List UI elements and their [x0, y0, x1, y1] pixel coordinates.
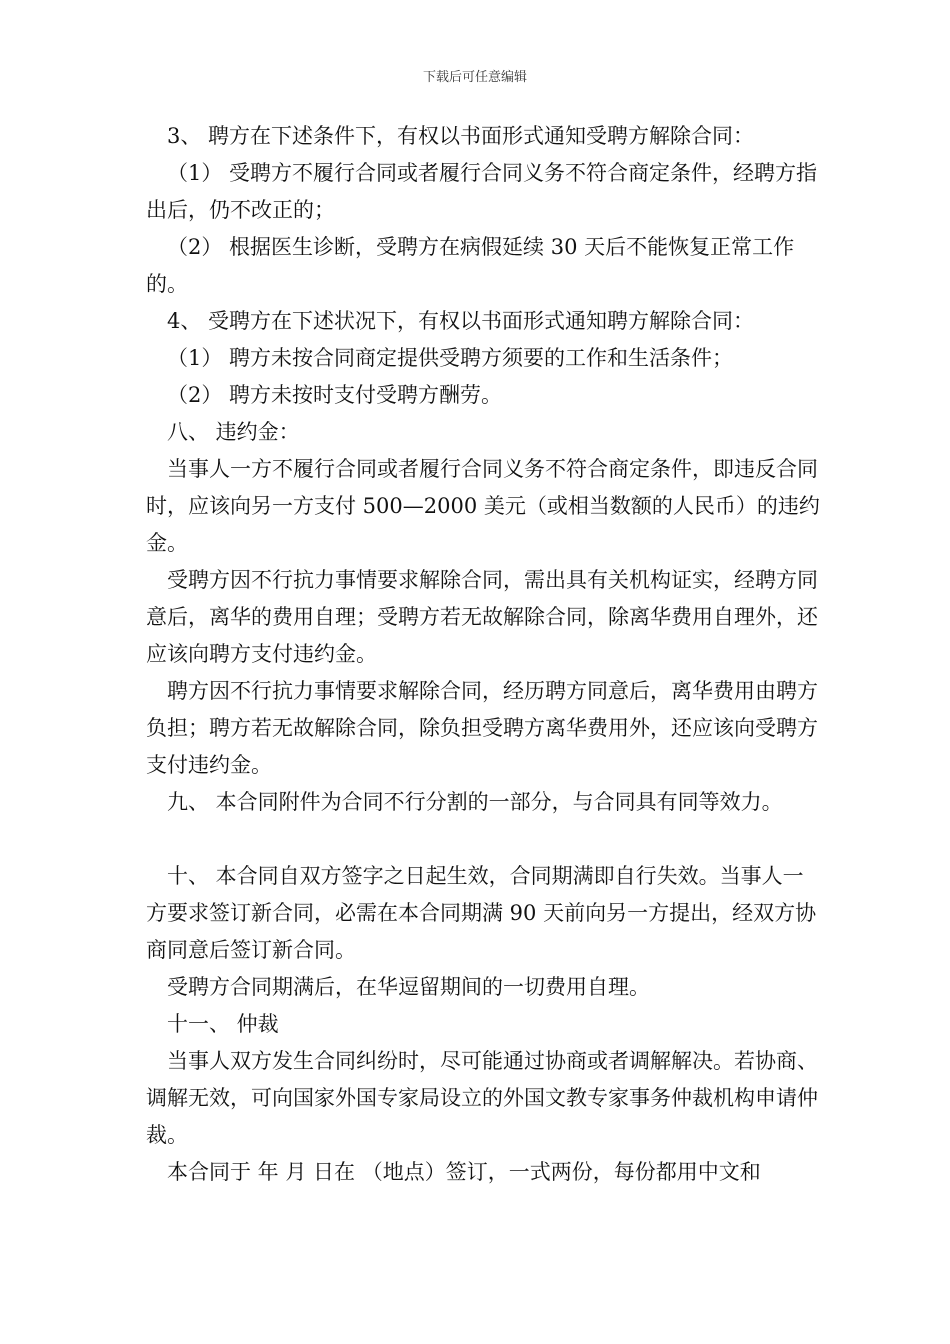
clause-3-item-2: （2） 根据医生诊断，受聘方在病假延续 30 天后不能恢复正常工作的。	[146, 235, 795, 296]
section-8-para-3: 聘方因不行抗力事情要求解除合同，经历聘方同意后，离华费用由聘方负担；聘方若无故解除合同，除负担受聘方离华费用外，还应该向受聘方支付违约金。	[146, 679, 818, 777]
paragraph-gap	[146, 821, 822, 858]
document-body	[146, 118, 822, 1191]
section-8-heading: 八、 违约金：	[167, 420, 300, 444]
section-8-para-2: 受聘方因不行抗力事情要求解除合同，需出具有关机构证实，经聘方同意后，离华的费用自理；受聘方若无故解除合同，除离华费用自理外，还应该向聘方支付违约金。	[146, 568, 818, 666]
page-header: 下载后可任意编辑	[422, 70, 527, 85]
signing-statement: 本合同于 年 月 日在 （地点）签订，一式两份，每份都用中文和	[167, 1160, 761, 1184]
section-11-para-1: 当事人双方发生合同纠纷时，尽可能通过协商或者调解解决。若协商、调解无效，可向国家外国专家局设立的外国文教专家事务仲裁机构申请仲裁。	[146, 1049, 818, 1147]
clause-4-item-1: （1） 聘方未按合同商定提供受聘方须要的工作和生活条件；	[167, 346, 734, 370]
section-11-heading: 十一、 仲裁	[167, 1012, 279, 1036]
section-10-para-2: 受聘方合同期满后，在华逗留期间的一切费用自理。	[167, 975, 650, 999]
clause-4: 4、 受聘方在下述状况下，有权以书面形式通知聘方解除合同：	[167, 309, 755, 333]
clause-3: 3、 聘方在下述条件下，有权以书面形式通知受聘方解除合同：	[167, 124, 755, 148]
clause-4-item-2: （2） 聘方未按时支付受聘方酬劳。	[167, 383, 503, 407]
clause-3-item-1: （1） 受聘方不履行合同或者履行合同义务不符合商定条件，经聘方指出后，仍不改正的；	[146, 161, 818, 222]
section-8-para-1: 当事人一方不履行合同或者履行合同义务不符合商定条件，即违反合同时，应该向另一方支付 500—2000 美元（或相当数额的人民币）的违约金。	[146, 457, 820, 555]
section-9: 九、 本合同附件为合同不行分割的一部分，与合同具有同等效力。	[167, 790, 783, 814]
section-10: 十、 本合同自双方签字之日起生效，合同期满即自行失效。当事人一方要求签订新合同，必需在本合同期满 90 天前向另一方提出，经双方协商同意后签订新合同。	[146, 864, 817, 962]
